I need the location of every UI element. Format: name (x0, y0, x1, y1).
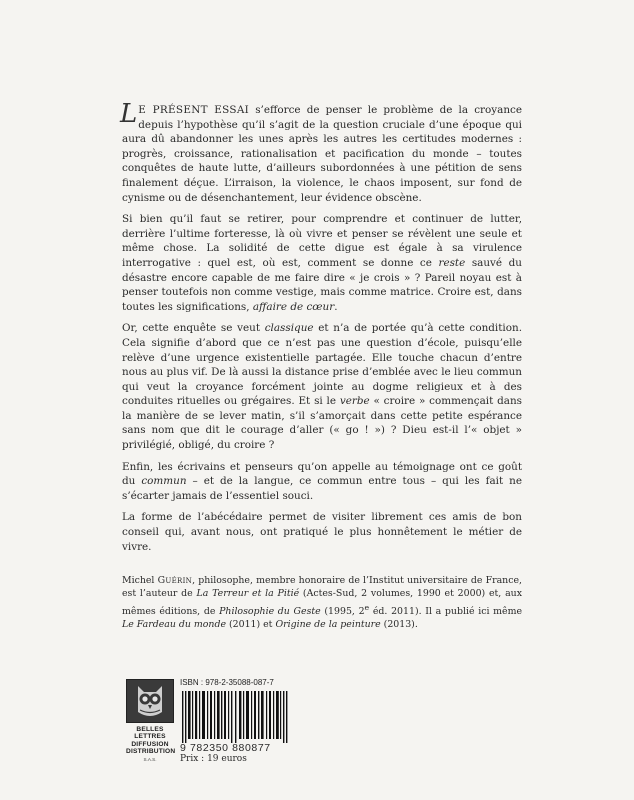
publisher-logo (126, 679, 174, 762)
author-name: Guérin (157, 575, 193, 586)
emphasis: affaire de cœur (252, 300, 335, 313)
superscript: e (364, 602, 370, 612)
essay-paragraph-4 (122, 460, 522, 504)
bio-text: Michel (122, 575, 158, 586)
paragraph-text: – et de la langue, ce commun entre tous – qui les fait ne s’écarter jamais de l’essentiel souci. (122, 475, 522, 502)
publisher-legal-form: S.A.S. (143, 756, 157, 762)
bio-text: (Actes-Sud, 2 volumes, 1990 et 2000) et, aux mêmes éditions, de (122, 588, 522, 617)
publisher-line: BELLES LETTRES (134, 726, 166, 741)
essay-paragraph-1 (120, 99, 522, 205)
emphasis: verbe (339, 395, 370, 408)
barcode-icon (180, 691, 296, 743)
emphasis: classique (264, 322, 314, 335)
essay-text (120, 99, 523, 561)
bio-text: (1995, 2 (320, 605, 365, 617)
paragraph-text: . (334, 300, 338, 313)
publisher-name (126, 726, 174, 756)
publisher-line: DIFFUSION (131, 740, 169, 748)
paragraph-text: Si bien qu’il faut se retirer, pour comprendre et continuer de lutter, derrière l’ultime forteresse, là où vivre et penser se révèlent une seule et même chose. La solidité de cette digue est égale à sa virulence interrogative : quel est, où est, comment se donne ce (122, 213, 522, 269)
paragraph-text: La forme de l’abécédaire permet de visiter librement ces amis de bon conseil qui, avant nous, ont pratiqué le plus honnêtement le métier de vivre. (122, 511, 522, 553)
essay-paragraph-2 (122, 212, 522, 314)
book-title: La Terreur et la Pitié (196, 588, 300, 600)
bio-text: (2013). (380, 619, 418, 631)
isbn: ISBN : 978-2-35088-087-7 (180, 678, 274, 687)
paragraph-text: sauvé du désastre encore capable de me faire dire « je crois » ? Pareil noyau est à penser toutefois non comme vestige, mais comme matrice. Croire est, dans toutes les significations, (122, 256, 522, 313)
author-bio (122, 574, 522, 632)
essay-paragraph-5 (122, 510, 522, 554)
bio-text: (2011) et (226, 619, 276, 631)
paragraph-text: et n’a de portée qu’à cette condition. Cela signifie d’abord que ce n’est pas une question d’école, puisqu’elle relève d’une urgence existentielle partagée. Elle touche chacun d’entre nous au plus vif. De là aussi la distance prise d’emblée avec le lieu commun qui veut la croyance forcément jointe au dogme religieux et à des conduites rituelles ou grégaires. Et si le (122, 322, 523, 408)
owl-icon (126, 679, 174, 723)
paragraph-text: Or, cette enquête se veut (122, 322, 265, 335)
paragraph-text: « croire » commençait dans la manière de se lever matin, s’il s’amorçait dans cette petite espérance sans nom que dit le courage d’aller (« go ! ») ? Dieu est-il l’« objet » privilégié, obligé, du croire ? (122, 395, 523, 452)
opening-words: E PRÉSENT ESSAI (138, 104, 250, 116)
bio-paragraph (122, 574, 522, 632)
emphasis: reste (438, 256, 466, 269)
book-title: Origine de la peinture (275, 619, 381, 631)
publisher-line: DISTRIBUTION (126, 748, 176, 756)
bio-text: éd. 2011). Il a publié ici même (369, 605, 523, 617)
drop-cap: L (120, 99, 138, 129)
bio-text: , philosophe, membre honoraire de l’Institut universitaire de France, est l’auteur de (122, 575, 522, 600)
barcode-number: 9 782350 880877 (180, 742, 271, 754)
essay-paragraph-3 (122, 321, 522, 452)
book-title: Le Fardeau du monde (122, 619, 226, 631)
price: Prix : 19 euros (180, 754, 247, 764)
paragraph-text: Enfin, les écrivains et penseurs qu’on appelle au témoignage ont ce goût du (122, 460, 522, 488)
emphasis: commun (141, 475, 187, 488)
book-title: Philosophie du Geste (219, 605, 321, 617)
paragraph-text: s’efforce de penser le problème de la croyance depuis l’hypothèse qu’il s’agit de la question cruciale d’une époque qui aura dû abandonner les unes après les autres les certitudes modernes : progrès, croissance, rationalisation et pacification du monde – toutes conquêtes de haute lutte, d’ailleurs subordonnées à une pétition de sens finalement déçue. L’irraison, la violence, le chaos imposent, sur fond de cynisme ou de désenchantement, leur évidence obscène. (122, 104, 522, 204)
